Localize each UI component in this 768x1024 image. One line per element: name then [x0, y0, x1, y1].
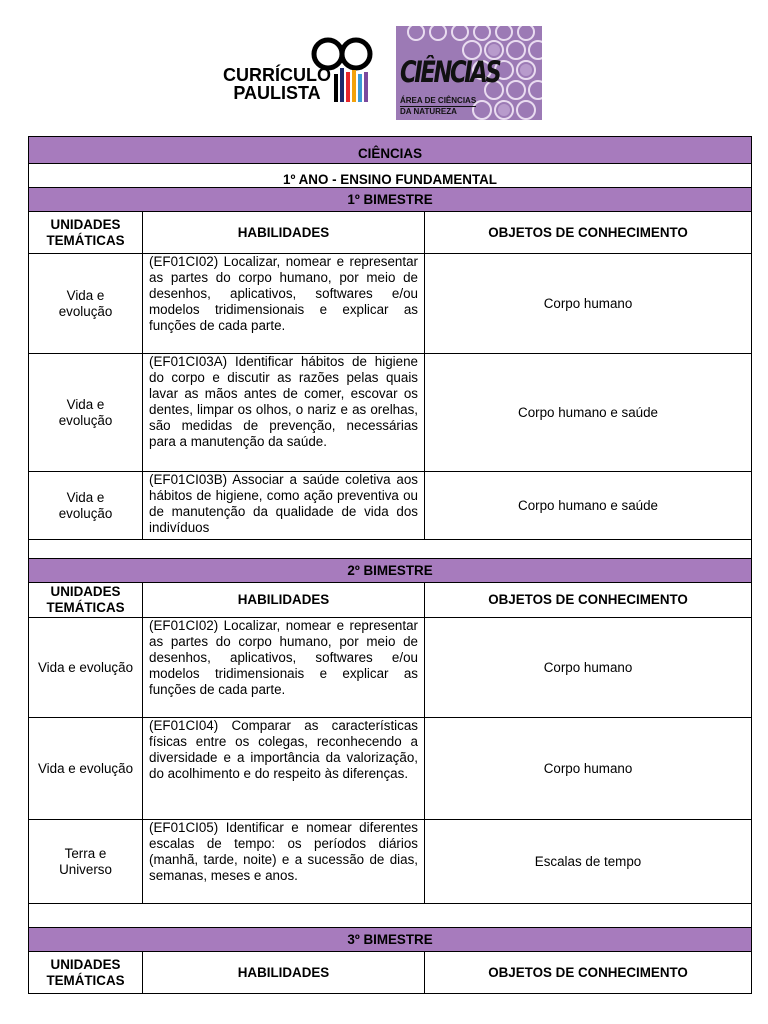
unit-cell: Vida e evolução: [29, 354, 143, 472]
table-row: [29, 820, 752, 904]
bimester-title: 1º BIMESTRE: [29, 188, 752, 212]
bimester-row: [29, 928, 752, 952]
unit-cell: Vida e evolução: [29, 472, 143, 540]
object-cell: Corpo humano: [425, 254, 752, 354]
header-unidades: UNIDADES TEMÁTICAS: [29, 212, 143, 254]
header-unidades: UNIDADES TEMÁTICAS: [29, 583, 143, 618]
spacer-row: [29, 540, 752, 559]
curriculo-paulista-emblem: [306, 36, 378, 106]
ciencias-logo-title: CIÊNCIAS: [400, 55, 500, 89]
ciencias-logo-subtitle: ÁREA DE CIÊNCIAS DA NATUREZA: [400, 96, 477, 116]
table-row: [29, 254, 752, 354]
bimester-title: 2º BIMESTRE: [29, 559, 752, 583]
header-objetos: OBJETOS DE CONHECIMENTO: [425, 212, 752, 254]
unit-cell: Vida e evolução: [29, 718, 143, 820]
header-habilidades: HABILIDADES: [143, 952, 425, 994]
curriculo-paulista-wordmark: CURRÍCULO PAULISTA: [223, 65, 331, 103]
header-unidades: UNIDADES TEMÁTICAS: [29, 952, 143, 994]
object-cell: Corpo humano: [425, 718, 752, 820]
skill-cell: (EF01CI02) Localizar, nomear e representar as partes do corpo humano, por meio de desenhos, aplicativos, softwares e/ou modelos tridimensionais e explicar as funções de cada parte.: [143, 254, 425, 354]
subject-row: [29, 137, 752, 164]
subject-title: CIÊNCIAS: [29, 137, 752, 164]
grade-title: 1º ANO - ENSINO FUNDAMENTAL: [29, 164, 752, 188]
grade-row: [29, 164, 752, 188]
table-row: [29, 354, 752, 472]
header-habilidades: HABILIDADES: [143, 212, 425, 254]
object-cell: Corpo humano e saúde: [425, 354, 752, 472]
unit-cell: Vida e evolução: [29, 618, 143, 718]
spacer-cell: [29, 904, 752, 928]
skill-cell: (EF01CI02) Localizar, nomear e representar as partes do corpo humano, por meio de desenhos, aplicativos, softwares e/ou modelos tridimensionais e explicar as funções de cada parte.: [143, 618, 425, 718]
curriculo-paulista-logo: [218, 36, 378, 106]
object-cell: Corpo humano: [425, 618, 752, 718]
table-row: [29, 472, 752, 540]
skill-cell: (EF01CI03B) Associar a saúde coletiva aos hábitos de higiene, como ação preventiva ou de manutenção da qualidade de vida dos indivíduos: [143, 472, 425, 540]
header-row: [29, 952, 752, 994]
skill-cell: (EF01CI05) Identificar e nomear diferentes escalas de tempo: os períodos diários (manhã, tarde, noite) e a sucessão de dias, semanas, meses e anos.: [143, 820, 425, 904]
skill-cell: (EF01CI03A) Identificar hábitos de higiene do corpo e discutir as razões pelas quais lavar as mãos antes de comer, escovar os dentes, limpar os olhos, o nariz e as orelhas, são medidas de prevenção, necessárias para a manutenção da saúde.: [143, 354, 425, 472]
ciencias-logo: [396, 26, 542, 120]
bimester-title: 3º BIMESTRE: [29, 928, 752, 952]
bimester-row: [29, 559, 752, 583]
header-objetos: OBJETOS DE CONHECIMENTO: [425, 583, 752, 618]
header-row: [29, 583, 752, 618]
curriculum-table: [28, 136, 752, 994]
bimester-row: [29, 188, 752, 212]
skill-cell: (EF01CI04) Comparar as características físicas entre os colegas, reconhecendo a diversidade e a importância da valorização, do acolhimento e do respeito às diferenças.: [143, 718, 425, 820]
object-cell: Corpo humano e saúde: [425, 472, 752, 540]
unit-cell: Vida e evolução: [29, 254, 143, 354]
unit-cell: Terra e Universo: [29, 820, 143, 904]
header-objetos: OBJETOS DE CONHECIMENTO: [425, 952, 752, 994]
header-row: [29, 212, 752, 254]
table-row: [29, 618, 752, 718]
object-cell: Escalas de tempo: [425, 820, 752, 904]
spacer-row: [29, 904, 752, 928]
table-row: [29, 718, 752, 820]
header-habilidades: HABILIDADES: [143, 583, 425, 618]
spacer-cell: [29, 540, 752, 559]
